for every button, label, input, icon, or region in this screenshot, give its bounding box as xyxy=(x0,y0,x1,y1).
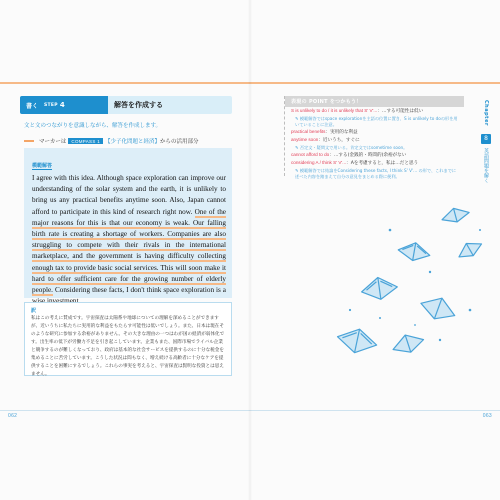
step-badge-sub: STEP xyxy=(44,102,58,108)
essay-part-1: I agree with this idea. Although space exploration can improve our understanding of the solar system and the earth, it is unlikely to bring us any practical benefits anytime soon. Also, Japan cannot afford to participate in this kind of research right now. xyxy=(32,174,226,216)
essay-text xyxy=(32,173,226,307)
marker-highlight: 【少子化問題と経済】 xyxy=(105,139,161,145)
instruction-text: 文と文のつながりを意識しながら、解答を作成します。 xyxy=(24,123,162,129)
phrase-item xyxy=(285,159,464,180)
book-icon xyxy=(455,237,485,262)
page-number-left: 062 xyxy=(8,413,18,419)
phrase-ja: ：実用的な利益 xyxy=(325,129,358,135)
phrase-note: ✎ 模範解答ではspace explorationを主語の位置に置き、S is unlikely to doの形を用いていることに注意。 xyxy=(295,115,458,127)
phrase-ja: ：…する可能性は低い xyxy=(377,109,424,114)
phrase-item xyxy=(285,136,464,151)
translation-box xyxy=(24,302,232,376)
chapter-number: 8 xyxy=(481,134,491,144)
step-title: 解答を作成する xyxy=(114,101,163,109)
model-answer-box xyxy=(24,148,232,298)
phrase-point-box xyxy=(284,96,464,179)
essay-part-2: One of the major reasons for this is that our economy is weak. Our falling birth rate is creating a shortage of workers. Companies are also struggling to compete with their rivals in the international marketplace, and the government is having difficulty collecting enough tax to provide basic social services. This will soon make it hard to offer sufficient care for the growing number of elderly people. xyxy=(32,207,226,295)
flying-books-illustration xyxy=(330,200,500,380)
phrase-note: ✎ 否定文・疑問文で用いる。肯定文ではsometime soon。 xyxy=(295,144,408,150)
phrase-item xyxy=(285,128,464,137)
step-badge-label: 書く xyxy=(26,102,39,110)
chapter-side-tab xyxy=(478,96,494,196)
page-number-right: 063 xyxy=(482,413,492,419)
chapter-word: Chapter xyxy=(483,100,489,126)
phrase-ja: ：近いうち，すぐに xyxy=(318,138,360,144)
phrase-item xyxy=(285,151,464,160)
phrase-item xyxy=(285,107,464,128)
compass-badge: COMPASS 1 xyxy=(68,138,103,144)
step-badge xyxy=(20,96,108,114)
book-icon xyxy=(417,292,458,325)
marker-note xyxy=(24,137,199,145)
step-badge-number: 4 xyxy=(59,101,65,109)
phrase-en: practical benefits xyxy=(291,128,326,134)
phrase-en: considering A / think S' V'... xyxy=(291,160,347,166)
marker-suffix: からの活用部分 xyxy=(160,139,199,145)
phrase-en: S is unlikely to do / it is unlikely that S' V'... xyxy=(291,108,378,113)
marker-swatch xyxy=(24,140,34,142)
chapter-title: 英語問題を解く xyxy=(483,148,489,183)
phrase-ja: ：…する(金銭的・時間的)余裕がない xyxy=(329,152,407,158)
book-spine xyxy=(248,0,252,500)
book-icon xyxy=(360,275,399,302)
phrase-en: anytime soon xyxy=(291,137,319,143)
book-icon xyxy=(397,240,432,263)
book-icon xyxy=(440,205,471,226)
step-header xyxy=(20,96,232,114)
phrase-en: cannot afford to do xyxy=(291,151,330,157)
model-answer-tag: 模範解答 xyxy=(32,163,53,169)
marker-prefix: マーカーは xyxy=(39,139,67,145)
translation-text: 私はこの考えに賛成です。宇宙探査は太陽系や地球についての理解を深めることができますが、近いうちに私たちに実用的な利益をもたらす可能性は低いでしょう。また、日本は現在そのような研究に参加する余裕がありません。その大きな理由の一つはわが国の経済が弱体化です。出生率の低下が労働力不足を引き起こしています。企業もまた、国際市場でライバル企業と競争するのが難しくなっており、政府は基本的な社会サービスを提供するのに十分な税金を集めることに苦労しています。こうした状況は間もなく、増え続ける高齢者に十分なケアを提供することを困難にするでしょう。これらの事実を考えると、宇宙探査は賢明な投資とは思えません。 xyxy=(31,316,225,377)
book-icon xyxy=(390,330,426,357)
essay-part-3: Considering these facts, I don't think space exploration is a xyxy=(54,286,226,295)
phrase-point-header: 表現の POINT をつかもう！ xyxy=(285,96,464,107)
book-icon xyxy=(335,325,379,357)
phrase-ja: ：Aを考慮すると，私は…だと思う xyxy=(346,161,419,167)
phrase-note: ✎ 模範解答では結論をConsidering these facts, I think S' V'... の形で、これまでに述べた内容を踏まえて自分の意見をまとめる際に便利。 xyxy=(295,167,457,179)
translation-tag: 訳 xyxy=(31,308,37,314)
